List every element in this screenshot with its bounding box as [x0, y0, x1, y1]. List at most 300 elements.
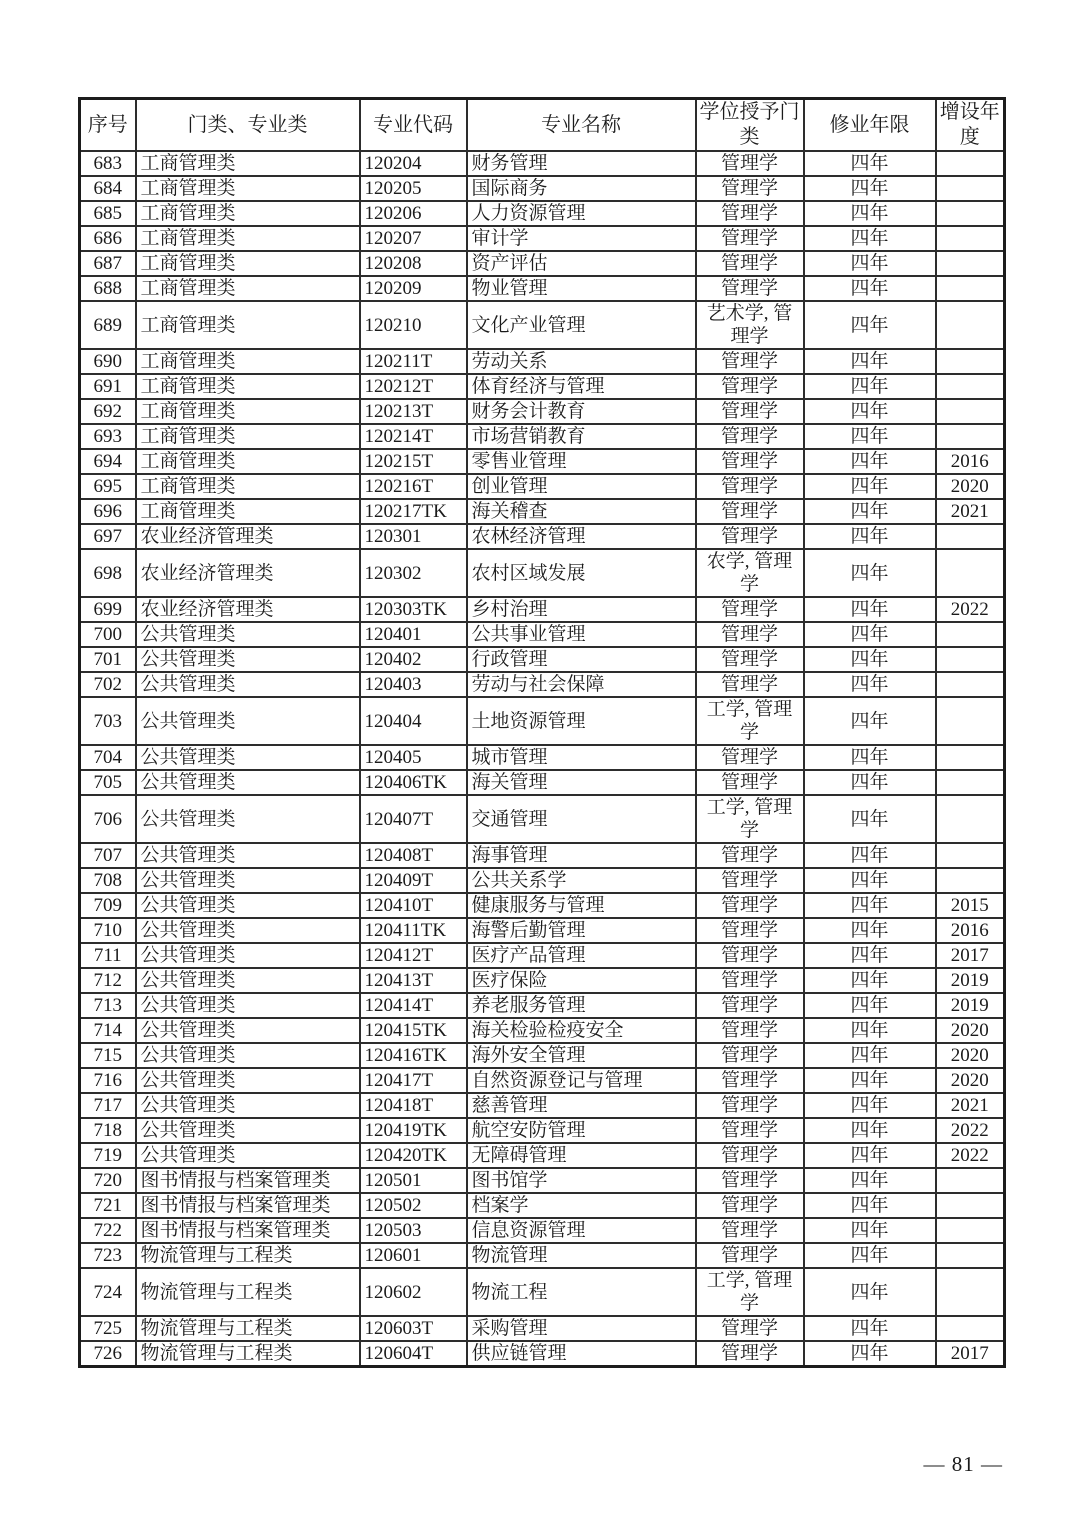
cell-name: 零售业管理 — [467, 449, 696, 474]
cell-degree: 管理学 — [696, 868, 804, 893]
cell-category: 物流管理与工程类 — [136, 1341, 360, 1367]
cell-degree: 工学, 管理学 — [696, 697, 804, 745]
cell-index: 702 — [80, 672, 136, 697]
cell-code: 120208 — [360, 251, 467, 276]
cell-year: 2017 — [936, 1341, 1005, 1367]
cell-category: 物流管理与工程类 — [136, 1268, 360, 1316]
cell-name: 海关检验检疫安全 — [467, 1018, 696, 1043]
cell-degree: 管理学 — [696, 843, 804, 868]
cell-duration: 四年 — [804, 251, 936, 276]
cell-code: 120215T — [360, 449, 467, 474]
cell-year — [936, 795, 1005, 843]
cell-duration: 四年 — [804, 474, 936, 499]
cell-name: 海关管理 — [467, 770, 696, 795]
table-row — [80, 1043, 1005, 1068]
cell-duration: 四年 — [804, 1341, 936, 1367]
cell-duration: 四年 — [804, 968, 936, 993]
cell-index: 721 — [80, 1193, 136, 1218]
cell-category: 图书情报与档案管理类 — [136, 1193, 360, 1218]
cell-code: 120214T — [360, 424, 467, 449]
cell-duration: 四年 — [804, 1118, 936, 1143]
cell-index: 716 — [80, 1068, 136, 1093]
cell-code: 120210 — [360, 301, 467, 349]
cell-name: 物业管理 — [467, 276, 696, 301]
table-row — [80, 399, 1005, 424]
cell-degree: 管理学 — [696, 349, 804, 374]
cell-degree: 管理学 — [696, 993, 804, 1018]
column-header-duration: 修业年限 — [804, 99, 936, 152]
cell-year — [936, 770, 1005, 795]
cell-code: 120212T — [360, 374, 467, 399]
cell-duration: 四年 — [804, 1068, 936, 1093]
table-row — [80, 276, 1005, 301]
cell-degree: 管理学 — [696, 622, 804, 647]
cell-year: 2020 — [936, 1043, 1005, 1068]
cell-year — [936, 424, 1005, 449]
cell-category: 公共管理类 — [136, 1093, 360, 1118]
cell-year — [936, 672, 1005, 697]
cell-degree: 艺术学, 管理学 — [696, 301, 804, 349]
cell-code: 120411TK — [360, 918, 467, 943]
cell-name: 采购管理 — [467, 1316, 696, 1341]
cell-name: 健康服务与管理 — [467, 893, 696, 918]
cell-duration: 四年 — [804, 993, 936, 1018]
cell-code: 120301 — [360, 524, 467, 549]
cell-name: 图书馆学 — [467, 1168, 696, 1193]
cell-code: 120419TK — [360, 1118, 467, 1143]
cell-index: 692 — [80, 399, 136, 424]
cell-name: 乡村治理 — [467, 597, 696, 622]
cell-degree: 管理学 — [696, 1193, 804, 1218]
cell-duration: 四年 — [804, 597, 936, 622]
cell-index: 722 — [80, 1218, 136, 1243]
cell-degree: 管理学 — [696, 374, 804, 399]
cell-duration: 四年 — [804, 1018, 936, 1043]
cell-code: 120402 — [360, 647, 467, 672]
cell-duration: 四年 — [804, 374, 936, 399]
cell-index: 684 — [80, 176, 136, 201]
cell-category: 公共管理类 — [136, 795, 360, 843]
cell-name: 财务会计教育 — [467, 399, 696, 424]
cell-duration: 四年 — [804, 1243, 936, 1268]
table-body — [80, 151, 1005, 1367]
cell-degree: 农学, 管理学 — [696, 549, 804, 597]
cell-category: 农业经济管理类 — [136, 524, 360, 549]
cell-duration: 四年 — [804, 745, 936, 770]
cell-degree: 管理学 — [696, 1218, 804, 1243]
table-row — [80, 349, 1005, 374]
cell-name: 文化产业管理 — [467, 301, 696, 349]
column-header-code: 专业代码 — [360, 99, 467, 152]
cell-category: 公共管理类 — [136, 672, 360, 697]
table-row — [80, 1268, 1005, 1316]
table-row — [80, 226, 1005, 251]
cell-year — [936, 1243, 1005, 1268]
table-row — [80, 622, 1005, 647]
cell-degree: 工学, 管理学 — [696, 1268, 804, 1316]
cell-index: 694 — [80, 449, 136, 474]
table-row — [80, 201, 1005, 226]
cell-year: 2021 — [936, 499, 1005, 524]
cell-degree: 管理学 — [696, 1118, 804, 1143]
cell-degree: 管理学 — [696, 672, 804, 697]
cell-index: 703 — [80, 697, 136, 745]
cell-code: 120502 — [360, 1193, 467, 1218]
cell-year: 2019 — [936, 993, 1005, 1018]
cell-index: 718 — [80, 1118, 136, 1143]
cell-year — [936, 151, 1005, 176]
cell-index: 706 — [80, 795, 136, 843]
cell-degree: 管理学 — [696, 424, 804, 449]
cell-category: 工商管理类 — [136, 151, 360, 176]
cell-duration: 四年 — [804, 843, 936, 868]
cell-name: 供应链管理 — [467, 1341, 696, 1367]
table-row — [80, 251, 1005, 276]
cell-code: 120404 — [360, 697, 467, 745]
table-row — [80, 697, 1005, 745]
cell-degree: 管理学 — [696, 1043, 804, 1068]
cell-category: 工商管理类 — [136, 449, 360, 474]
cell-category: 工商管理类 — [136, 251, 360, 276]
cell-index: 710 — [80, 918, 136, 943]
cell-year: 2021 — [936, 1093, 1005, 1118]
cell-duration: 四年 — [804, 1043, 936, 1068]
cell-degree: 管理学 — [696, 1018, 804, 1043]
cell-category: 农业经济管理类 — [136, 597, 360, 622]
cell-index: 687 — [80, 251, 136, 276]
cell-duration: 四年 — [804, 1093, 936, 1118]
cell-code: 120405 — [360, 745, 467, 770]
cell-name: 创业管理 — [467, 474, 696, 499]
cell-category: 公共管理类 — [136, 745, 360, 770]
cell-index: 688 — [80, 276, 136, 301]
table-row — [80, 474, 1005, 499]
cell-index: 693 — [80, 424, 136, 449]
cell-code: 120206 — [360, 201, 467, 226]
cell-code: 120408T — [360, 843, 467, 868]
cell-name: 国际商务 — [467, 176, 696, 201]
cell-duration: 四年 — [804, 647, 936, 672]
cell-year — [936, 868, 1005, 893]
column-header-degree: 学位授予门类 — [696, 99, 804, 152]
cell-degree: 管理学 — [696, 918, 804, 943]
cell-degree: 管理学 — [696, 151, 804, 176]
cell-duration: 四年 — [804, 1268, 936, 1316]
cell-code: 120401 — [360, 622, 467, 647]
cell-year: 2022 — [936, 597, 1005, 622]
column-header-year: 增设年度 — [936, 99, 1005, 152]
table-row — [80, 672, 1005, 697]
cell-duration: 四年 — [804, 1218, 936, 1243]
cell-year — [936, 524, 1005, 549]
cell-name: 体育经济与管理 — [467, 374, 696, 399]
cell-index: 695 — [80, 474, 136, 499]
cell-category: 公共管理类 — [136, 1143, 360, 1168]
cell-category: 公共管理类 — [136, 918, 360, 943]
cell-code: 120418T — [360, 1093, 467, 1118]
cell-code: 120416TK — [360, 1043, 467, 1068]
table-row — [80, 424, 1005, 449]
cell-degree: 管理学 — [696, 1068, 804, 1093]
cell-degree: 管理学 — [696, 745, 804, 770]
cell-name: 劳动关系 — [467, 349, 696, 374]
cell-category: 工商管理类 — [136, 226, 360, 251]
cell-category: 工商管理类 — [136, 201, 360, 226]
cell-code: 120302 — [360, 549, 467, 597]
majors-table — [78, 97, 1006, 1368]
table-row — [80, 770, 1005, 795]
table-row — [80, 374, 1005, 399]
cell-year: 2020 — [936, 1068, 1005, 1093]
table-row — [80, 597, 1005, 622]
table-row — [80, 151, 1005, 176]
cell-category: 工商管理类 — [136, 424, 360, 449]
cell-category: 公共管理类 — [136, 1068, 360, 1093]
cell-degree: 管理学 — [696, 499, 804, 524]
cell-name: 物流工程 — [467, 1268, 696, 1316]
cell-year: 2022 — [936, 1118, 1005, 1143]
cell-year — [936, 226, 1005, 251]
cell-name: 交通管理 — [467, 795, 696, 843]
cell-year: 2015 — [936, 893, 1005, 918]
cell-code: 120410T — [360, 893, 467, 918]
cell-duration: 四年 — [804, 176, 936, 201]
cell-name: 档案学 — [467, 1193, 696, 1218]
column-header-category: 门类、专业类 — [136, 99, 360, 152]
cell-duration: 四年 — [804, 151, 936, 176]
cell-index: 713 — [80, 993, 136, 1018]
cell-degree: 管理学 — [696, 597, 804, 622]
cell-name: 财务管理 — [467, 151, 696, 176]
cell-duration: 四年 — [804, 201, 936, 226]
cell-year — [936, 1168, 1005, 1193]
cell-index: 686 — [80, 226, 136, 251]
cell-duration: 四年 — [804, 226, 936, 251]
column-header-index: 序号 — [80, 99, 136, 152]
cell-index: 700 — [80, 622, 136, 647]
cell-name: 公共事业管理 — [467, 622, 696, 647]
cell-index: 704 — [80, 745, 136, 770]
cell-degree: 管理学 — [696, 226, 804, 251]
cell-year — [936, 276, 1005, 301]
cell-year — [936, 201, 1005, 226]
cell-code: 120303TK — [360, 597, 467, 622]
cell-year — [936, 745, 1005, 770]
cell-year — [936, 349, 1005, 374]
cell-degree: 管理学 — [696, 893, 804, 918]
table-row — [80, 1243, 1005, 1268]
cell-code: 120602 — [360, 1268, 467, 1316]
cell-index: 712 — [80, 968, 136, 993]
cell-category: 工商管理类 — [136, 474, 360, 499]
table-row — [80, 1118, 1005, 1143]
cell-code: 120403 — [360, 672, 467, 697]
cell-name: 慈善管理 — [467, 1093, 696, 1118]
cell-year: 2019 — [936, 968, 1005, 993]
cell-index: 708 — [80, 868, 136, 893]
cell-name: 养老服务管理 — [467, 993, 696, 1018]
page-number: — 81 — — [923, 1452, 1003, 1476]
cell-category: 农业经济管理类 — [136, 549, 360, 597]
cell-category: 图书情报与档案管理类 — [136, 1168, 360, 1193]
cell-duration: 四年 — [804, 424, 936, 449]
table-row — [80, 968, 1005, 993]
cell-code: 120503 — [360, 1218, 467, 1243]
cell-index: 705 — [80, 770, 136, 795]
cell-degree: 管理学 — [696, 1168, 804, 1193]
cell-category: 公共管理类 — [136, 993, 360, 1018]
cell-code: 120406TK — [360, 770, 467, 795]
cell-index: 699 — [80, 597, 136, 622]
cell-year — [936, 1218, 1005, 1243]
cell-code: 120217TK — [360, 499, 467, 524]
cell-code: 120216T — [360, 474, 467, 499]
table-row — [80, 1018, 1005, 1043]
cell-category: 公共管理类 — [136, 647, 360, 672]
cell-category: 公共管理类 — [136, 697, 360, 745]
cell-category: 图书情报与档案管理类 — [136, 1218, 360, 1243]
cell-name: 物流管理 — [467, 1243, 696, 1268]
cell-degree: 管理学 — [696, 251, 804, 276]
cell-name: 劳动与社会保障 — [467, 672, 696, 697]
cell-year — [936, 843, 1005, 868]
table-row — [80, 1218, 1005, 1243]
cell-year: 2020 — [936, 1018, 1005, 1043]
cell-degree: 管理学 — [696, 968, 804, 993]
column-header-name: 专业名称 — [467, 99, 696, 152]
table-row — [80, 1068, 1005, 1093]
cell-duration: 四年 — [804, 1316, 936, 1341]
cell-index: 715 — [80, 1043, 136, 1068]
table-header-row — [80, 99, 1005, 152]
cell-index: 714 — [80, 1018, 136, 1043]
table-row — [80, 795, 1005, 843]
cell-duration: 四年 — [804, 893, 936, 918]
cell-name: 城市管理 — [467, 745, 696, 770]
cell-code: 120414T — [360, 993, 467, 1018]
cell-duration: 四年 — [804, 918, 936, 943]
cell-category: 公共管理类 — [136, 893, 360, 918]
cell-category: 公共管理类 — [136, 1018, 360, 1043]
cell-name: 医疗保险 — [467, 968, 696, 993]
cell-index: 685 — [80, 201, 136, 226]
cell-duration: 四年 — [804, 276, 936, 301]
cell-year — [936, 176, 1005, 201]
table-row — [80, 943, 1005, 968]
cell-name: 资产评估 — [467, 251, 696, 276]
table-row — [80, 745, 1005, 770]
cell-category: 工商管理类 — [136, 301, 360, 349]
table-row — [80, 301, 1005, 349]
cell-year: 2016 — [936, 449, 1005, 474]
cell-duration: 四年 — [804, 868, 936, 893]
cell-index: 709 — [80, 893, 136, 918]
cell-degree: 管理学 — [696, 399, 804, 424]
cell-year — [936, 647, 1005, 672]
cell-duration: 四年 — [804, 1168, 936, 1193]
cell-index: 696 — [80, 499, 136, 524]
cell-degree: 管理学 — [696, 1243, 804, 1268]
cell-year — [936, 697, 1005, 745]
cell-year — [936, 549, 1005, 597]
cell-duration: 四年 — [804, 795, 936, 843]
cell-duration: 四年 — [804, 697, 936, 745]
cell-year — [936, 374, 1005, 399]
cell-degree: 管理学 — [696, 201, 804, 226]
cell-category: 公共管理类 — [136, 868, 360, 893]
cell-name: 人力资源管理 — [467, 201, 696, 226]
cell-degree: 管理学 — [696, 474, 804, 499]
cell-code: 120204 — [360, 151, 467, 176]
cell-category: 公共管理类 — [136, 622, 360, 647]
cell-year: 2022 — [936, 1143, 1005, 1168]
cell-index: 683 — [80, 151, 136, 176]
cell-duration: 四年 — [804, 449, 936, 474]
table-row — [80, 1143, 1005, 1168]
cell-duration: 四年 — [804, 524, 936, 549]
cell-name: 自然资源登记与管理 — [467, 1068, 696, 1093]
cell-category: 工商管理类 — [136, 399, 360, 424]
cell-year — [936, 1316, 1005, 1341]
cell-name: 海关稽查 — [467, 499, 696, 524]
cell-name: 海外安全管理 — [467, 1043, 696, 1068]
cell-duration: 四年 — [804, 399, 936, 424]
cell-category: 工商管理类 — [136, 499, 360, 524]
cell-year — [936, 399, 1005, 424]
cell-index: 701 — [80, 647, 136, 672]
cell-index: 724 — [80, 1268, 136, 1316]
cell-index: 723 — [80, 1243, 136, 1268]
cell-category: 工商管理类 — [136, 349, 360, 374]
table-row — [80, 1316, 1005, 1341]
cell-index: 691 — [80, 374, 136, 399]
table-row — [80, 1093, 1005, 1118]
cell-category: 公共管理类 — [136, 968, 360, 993]
cell-index: 711 — [80, 943, 136, 968]
table-row — [80, 1193, 1005, 1218]
cell-code: 120420TK — [360, 1143, 467, 1168]
cell-duration: 四年 — [804, 770, 936, 795]
cell-degree: 管理学 — [696, 1316, 804, 1341]
table-row — [80, 499, 1005, 524]
cell-index: 717 — [80, 1093, 136, 1118]
cell-name: 医疗产品管理 — [467, 943, 696, 968]
cell-degree: 管理学 — [696, 176, 804, 201]
table-row — [80, 176, 1005, 201]
cell-year — [936, 301, 1005, 349]
cell-degree: 管理学 — [696, 770, 804, 795]
cell-index: 726 — [80, 1341, 136, 1367]
cell-category: 公共管理类 — [136, 1043, 360, 1068]
cell-index: 720 — [80, 1168, 136, 1193]
table-row — [80, 893, 1005, 918]
cell-year: 2016 — [936, 918, 1005, 943]
cell-degree: 管理学 — [696, 943, 804, 968]
cell-category: 物流管理与工程类 — [136, 1243, 360, 1268]
cell-name: 农林经济管理 — [467, 524, 696, 549]
cell-code: 120409T — [360, 868, 467, 893]
cell-duration: 四年 — [804, 349, 936, 374]
cell-code: 120205 — [360, 176, 467, 201]
cell-year — [936, 251, 1005, 276]
cell-index: 725 — [80, 1316, 136, 1341]
table-row — [80, 1341, 1005, 1367]
cell-degree: 管理学 — [696, 1093, 804, 1118]
table-row — [80, 1168, 1005, 1193]
cell-degree: 管理学 — [696, 647, 804, 672]
cell-duration: 四年 — [804, 1193, 936, 1218]
cell-year — [936, 1193, 1005, 1218]
